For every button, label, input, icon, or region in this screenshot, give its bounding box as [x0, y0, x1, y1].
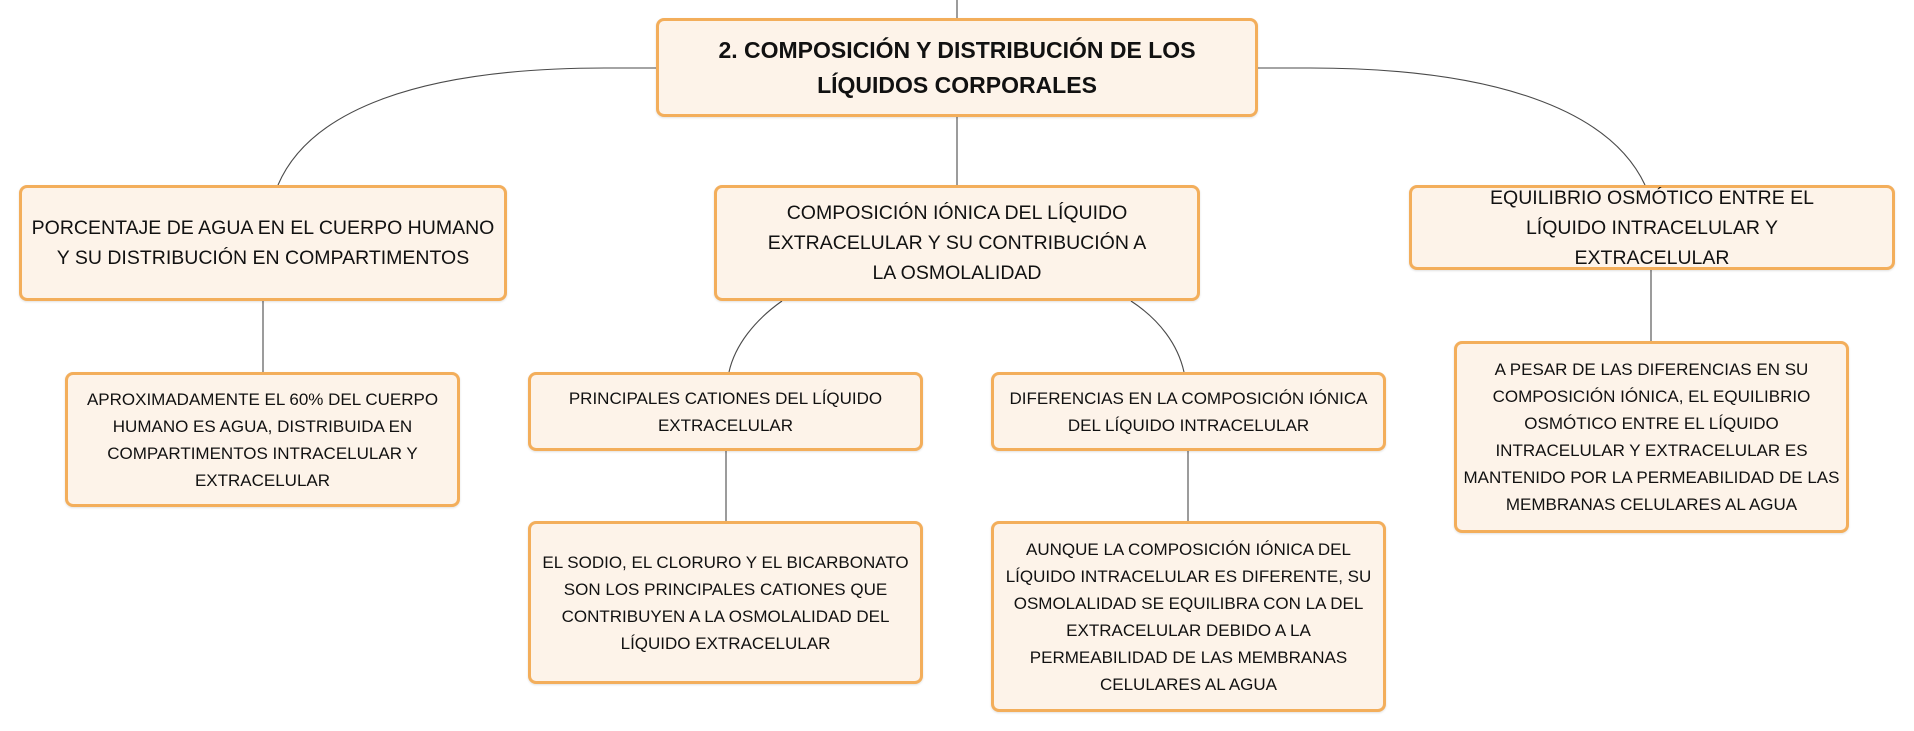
- node-water-percentage[interactable]: [19, 185, 507, 301]
- connector-ionic-to-intracellular-diff: [1131, 301, 1184, 372]
- node-extracellular-cations[interactable]: [528, 372, 923, 451]
- node-water-percentage-detail[interactable]: [65, 372, 460, 507]
- node-ionic-composition-label: COMPOSICIÓN IÓNICA DEL LÍQUIDO EXTRACELULAR Y SU CONTRIBUCIÓN A LA OSMOLALIDAD: [767, 202, 1147, 284]
- node-intracellular-detail-label: AUNQUE LA COMPOSICIÓN IÓNICA DEL LÍQUIDO INTRACELULAR ES DIFERENTE, SU OSMOLALIDAD SE EQUILIBRA CON LA DEL EXTRACELULAR DEBIDO A LA PERMEABILIDAD DE LAS MEMBRANAS CELULARES AL AGUA: [1005, 539, 1372, 694]
- node-cations-detail[interactable]: [528, 521, 923, 684]
- node-extracellular-cations-label: PRINCIPALES CATIONES DEL LÍQUIDO EXTRACELULAR: [568, 388, 883, 435]
- node-water-percentage-label: PORCENTAJE DE AGUA EN EL CUERPO HUMANO Y SU DISTRIBUCIÓN EN COMPARTIMENTOS: [31, 217, 495, 269]
- node-ionic-composition[interactable]: [714, 185, 1200, 301]
- node-cations-detail-label: EL SODIO, EL CLORURO Y EL BICARBONATO SON LOS PRINCIPALES CATIONES QUE CONTRIBUYEN A LA OSMOLALIDAD DEL LÍQUIDO EXTRACELULAR: [542, 552, 909, 653]
- root-node-body-fluids[interactable]: [656, 18, 1258, 117]
- node-intracellular-differences-label: DIFERENCIAS EN LA COMPOSICIÓN IÓNICA DEL LÍQUIDO INTRACELULAR: [1009, 388, 1368, 435]
- connector-root-to-osmotic-balance: [1258, 68, 1645, 185]
- node-intracellular-detail[interactable]: [991, 521, 1386, 712]
- node-water-percentage-detail-label: APROXIMADAMENTE EL 60% DEL CUERPO HUMANO ES AGUA, DISTRIBUIDA EN COMPARTIMENTOS INTRACELULAR Y EXTRACELULAR: [86, 389, 439, 490]
- node-osmotic-balance-label: EQUILIBRIO OSMÓTICO ENTRE EL LÍQUIDO INTRACELULAR Y EXTRACELULAR: [1490, 186, 1814, 269]
- root-node-label: 2. COMPOSICIÓN Y DISTRIBUCIÓN DE LOS LÍQUIDOS CORPORALES: [718, 36, 1196, 98]
- node-osmotic-balance-detail-label: A PESAR DE LAS DIFERENCIAS EN SU COMPOSICIÓN IÓNICA, EL EQUILIBRIO OSMÓTICO ENTRE EL LÍQUIDO INTRACELULAR Y EXTRACELULAR ES MANTENIDO POR LA PERMEABILIDAD DE LAS MEMBRANAS CELULARES AL AGUA: [1463, 360, 1840, 514]
- node-osmotic-balance-detail[interactable]: [1454, 341, 1849, 533]
- connector-root-to-water-percentage: [278, 68, 656, 185]
- node-intracellular-differences[interactable]: [991, 372, 1386, 451]
- connector-ionic-to-cations: [729, 301, 782, 372]
- node-osmotic-balance[interactable]: [1409, 185, 1895, 270]
